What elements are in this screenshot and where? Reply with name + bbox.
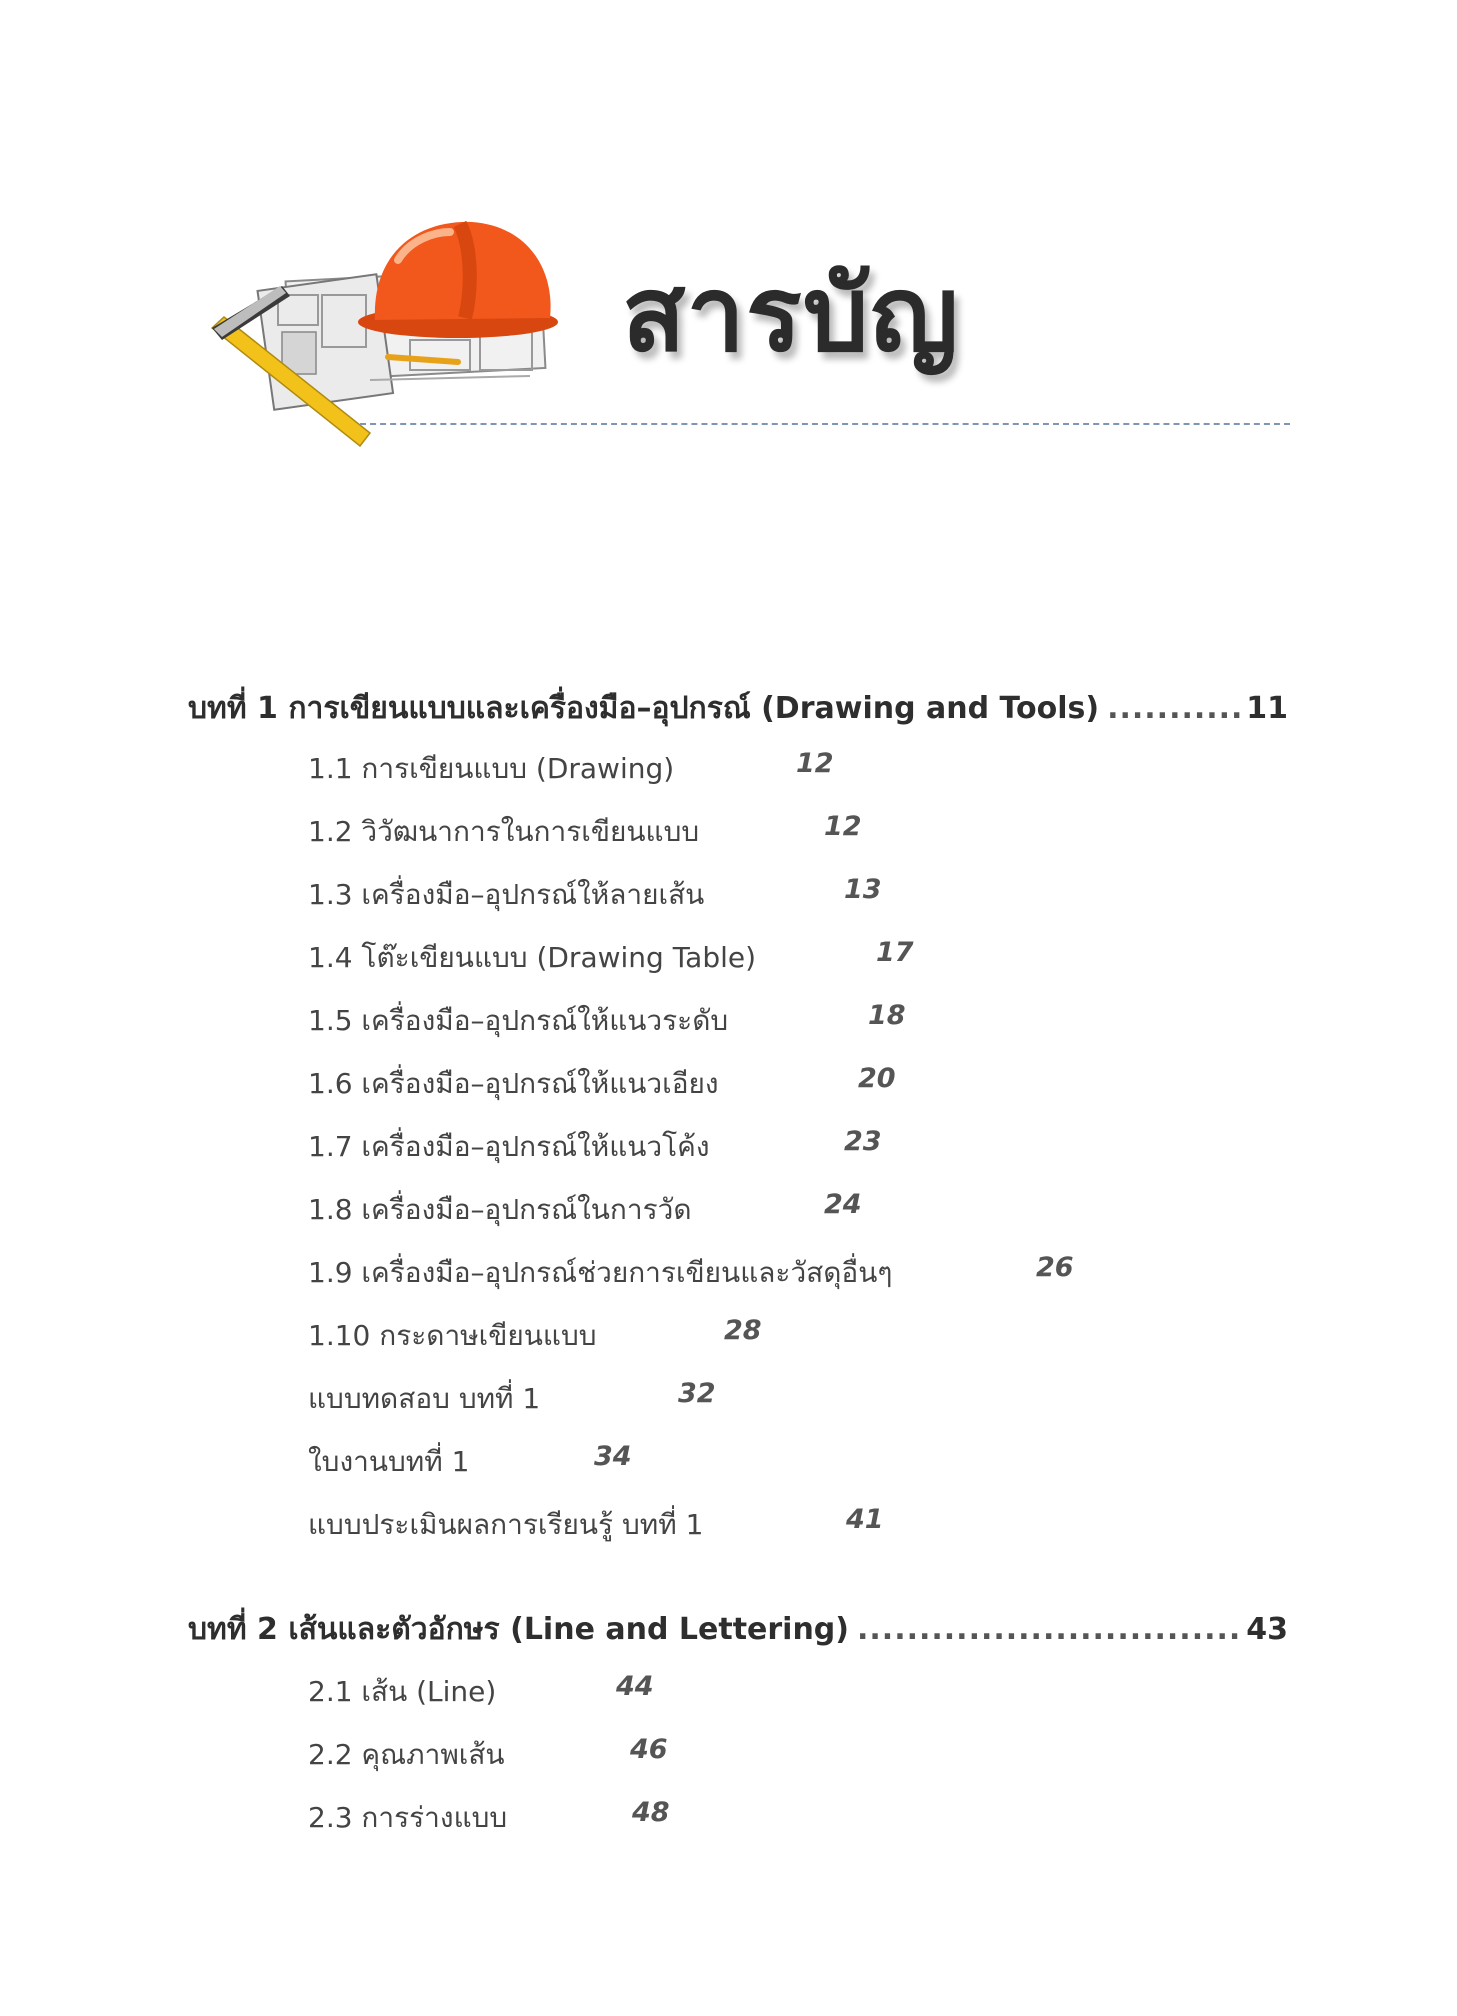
toc-page-number: 13 <box>844 874 882 905</box>
toc-page-number: 12 <box>796 748 834 779</box>
toc-entry[interactable]: 1.2 วิวัฒนาการในการเขียนแบบ <box>308 815 700 848</box>
toc-entry[interactable]: 1.8 เครื่องมือ–อุปกรณ์ในการวัด <box>308 1193 692 1226</box>
toc-page-number: 41 <box>846 1504 884 1535</box>
toc-page-number: 46 <box>630 1734 668 1765</box>
dot-leader <box>857 1612 1242 1647</box>
chapter-heading[interactable] <box>188 1606 1288 1653</box>
toc-page-number: 20 <box>858 1063 896 1094</box>
toc-page-number: 28 <box>724 1315 762 1346</box>
toc-entry[interactable]: 1.1 การเขียนแบบ (Drawing) <box>308 752 675 785</box>
toc-entry[interactable]: 1.9 เครื่องมือ–อุปกรณ์ช่วยการเขียนและวัสดุอื่นๆ <box>308 1256 893 1289</box>
toc-page-number: 23 <box>844 1126 882 1157</box>
toc-entry[interactable]: 1.3 เครื่องมือ–อุปกรณ์ให้ลายเส้น <box>308 878 705 911</box>
toc-entry[interactable]: 2.2 คุณภาพเส้น <box>308 1738 505 1771</box>
chapter-title: บทที่ 2 เส้นและตัวอักษร (Line and Lettering) <box>188 1612 849 1647</box>
hard-hat-icon <box>358 222 558 338</box>
toc-entry[interactable]: 1.4 โต๊ะเขียนแบบ (Drawing Table) <box>308 941 757 974</box>
chapter-page-number: 43 <box>1246 1612 1288 1647</box>
toc-page-number: 17 <box>876 937 914 968</box>
title-divider <box>360 423 1290 425</box>
toc-page-number: 12 <box>824 811 862 842</box>
chapter-page-number: 11 <box>1246 691 1288 726</box>
toc-entry[interactable]: 2.3 การร่างแบบ <box>308 1801 508 1834</box>
dot-leader <box>1107 691 1242 726</box>
header-illustration <box>210 200 580 450</box>
toc-entry[interactable]: ใบงานบทที่ 1 <box>308 1445 470 1478</box>
chapter-title: บทที่ 1 การเขียนแบบและเครื่องมือ–อุปกรณ์ (Drawing and Tools) <box>188 691 1100 726</box>
toc-page-number: 44 <box>616 1671 654 1702</box>
toc-page-number: 48 <box>632 1797 670 1828</box>
toc-entry[interactable]: 1.6 เครื่องมือ–อุปกรณ์ให้แนวเอียง <box>308 1067 719 1100</box>
page-title: สารบัญ <box>622 253 960 375</box>
toc-entry[interactable]: 2.1 เส้น (Line) <box>308 1675 497 1708</box>
toc-page-number: 24 <box>824 1189 862 1220</box>
toc-page-number: 18 <box>868 1000 906 1031</box>
toc-entry[interactable]: 1.7 เครื่องมือ–อุปกรณ์ให้แนวโค้ง <box>308 1130 710 1163</box>
toc-page-number: 26 <box>1036 1252 1074 1283</box>
toc-entry[interactable]: แบบประเมินผลการเรียนรู้ บทที่ 1 <box>308 1508 704 1541</box>
toc-entry[interactable]: 1.5 เครื่องมือ–อุปกรณ์ให้แนวระดับ <box>308 1004 729 1037</box>
toc-page-number: 34 <box>594 1441 632 1472</box>
toc-entry[interactable]: 1.10 กระดาษเขียนแบบ <box>308 1319 597 1352</box>
toc-page-number: 32 <box>678 1378 716 1409</box>
toc-entry[interactable]: แบบทดสอบ บทที่ 1 <box>308 1382 541 1415</box>
chapter-heading[interactable] <box>188 685 1288 732</box>
